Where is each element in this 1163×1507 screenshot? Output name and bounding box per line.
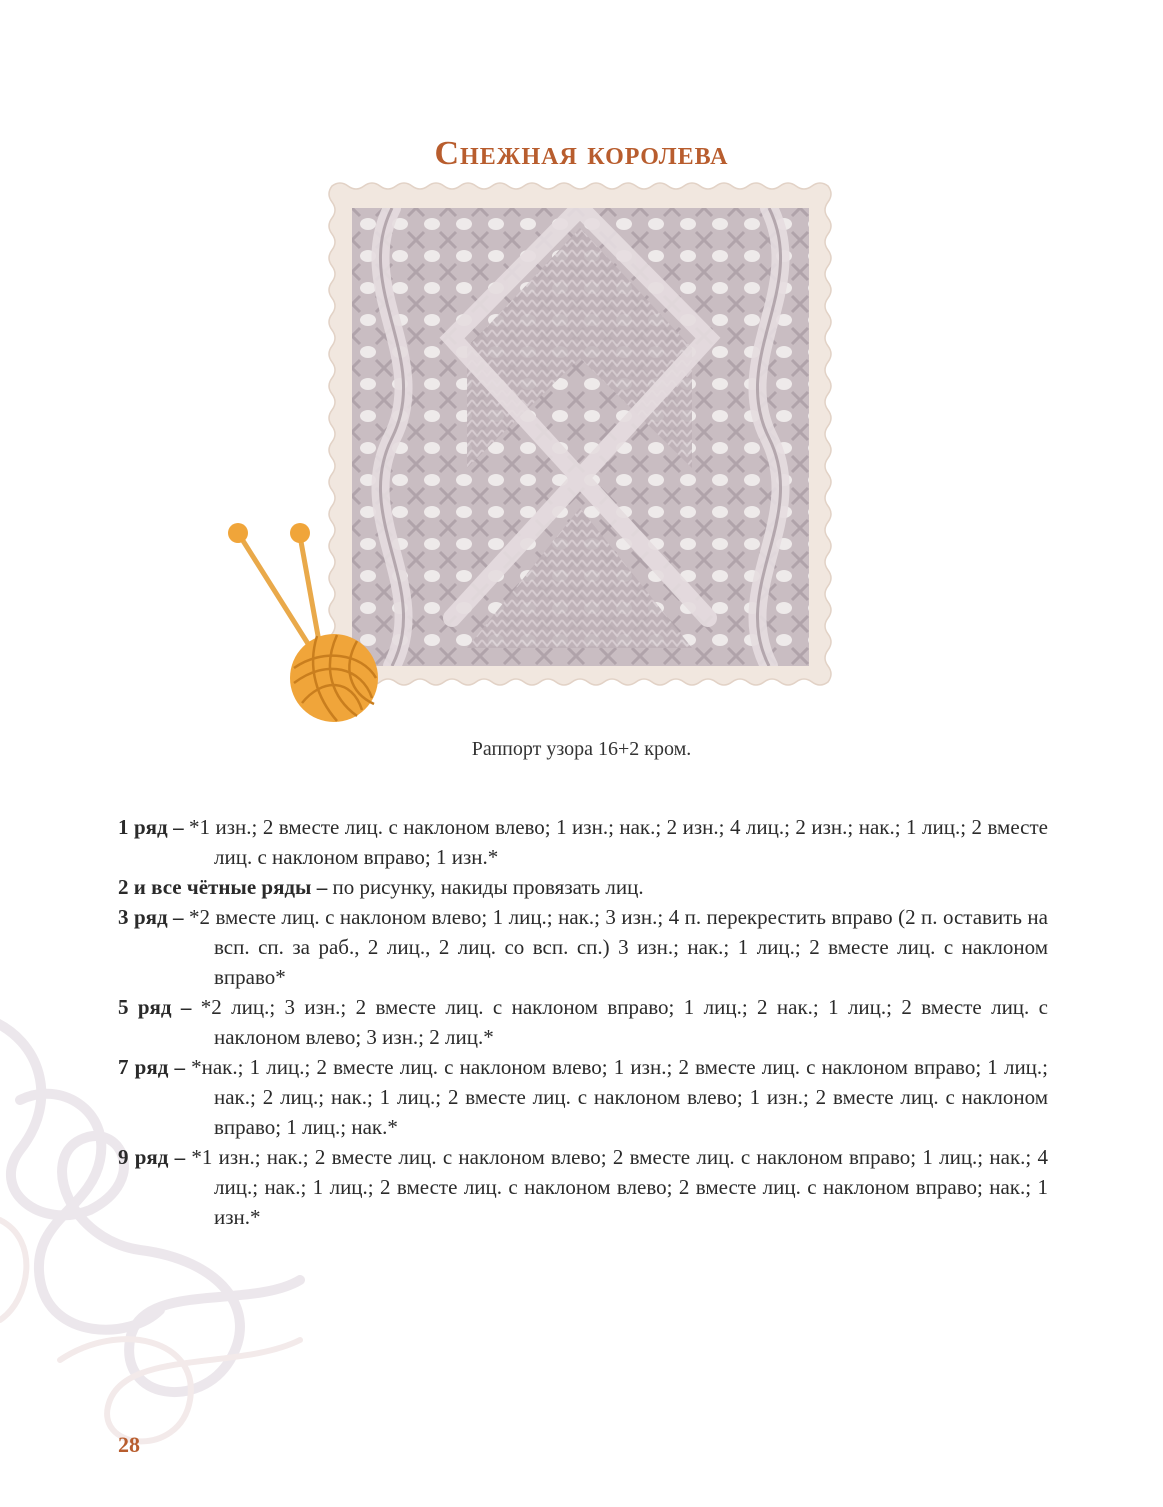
row-label: 9 ряд – <box>118 1145 186 1169</box>
row-instruction <box>118 812 1048 872</box>
page-number: 28 <box>118 1432 140 1457</box>
yarn-ball-with-needles-icon <box>222 518 402 728</box>
row-label: 2 и все чётные ряды – <box>118 875 328 899</box>
row-text: *нак.; 1 лиц.; 2 вместе лиц. с наклоном влево; 1 изн.; 2 вместе лиц. с наклоном вправо; 1 лиц.; нак.; 2 лиц.; нак.; 1 лиц.; 2 вместе лиц. с наклоном влево; 1 изн.; 2 вместе лиц. с наклоном вправо; 1 лиц.; нак.* <box>184 1055 1048 1139</box>
pattern-caption: Раппорт узора 16+2 кром. <box>471 738 692 760</box>
row-label: 5 ряд – <box>118 995 192 1019</box>
row-label: 3 ряд – <box>118 905 184 929</box>
row-label: 1 ряд – <box>118 815 184 839</box>
row-instruction <box>118 872 1048 902</box>
row-instruction <box>118 1052 1048 1142</box>
row-text: *2 вместе лиц. с наклоном влево; 1 лиц.; нак.; 3 изн.; 4 п. перекрестить вправо (2 п. оставить на всп. сп. за раб., 2 лиц., 2 лиц. со всп. сп.) 3 изн.; нак.; 1 лиц.; 2 вместе лиц. с наклоном вправо* <box>183 905 1048 989</box>
page-title: Снежная королева <box>434 134 729 172</box>
row-text: *2 лиц.; 3 изн.; 2 вместе лиц. с наклоном вправо; 1 лиц.; 2 нак.; 1 лиц.; 2 вместе лиц. с наклоном влево; 3 изн.; 2 лиц.* <box>191 995 1048 1049</box>
instructions <box>118 812 1048 1232</box>
row-label: 7 ряд – <box>118 1055 185 1079</box>
row-instruction <box>118 992 1048 1052</box>
row-text: *1 изн.; нак.; 2 вместе лиц. с наклоном влево; 2 вместе лиц. с наклоном вправо; 1 лиц.; нак.; 4 лиц.; нак.; 1 лиц.; 2 вместе лиц. с наклоном влево; 2 вместе лиц. с наклоном вправо; нак.; 1 изн.* <box>185 1145 1048 1229</box>
row-instruction <box>118 1142 1048 1232</box>
row-instruction <box>118 902 1048 992</box>
knitting-pattern-photo <box>352 208 809 666</box>
row-text: по рисунку, накиды провязать лиц. <box>327 875 644 899</box>
row-text: *1 изн.; 2 вместе лиц. с наклоном влево; 1 изн.; нак.; 2 изн.; 4 лиц.; 2 изн.; нак.; 1 лиц.; 2 вместе лиц. с наклоном вправо; 1 изн.* <box>183 815 1048 869</box>
